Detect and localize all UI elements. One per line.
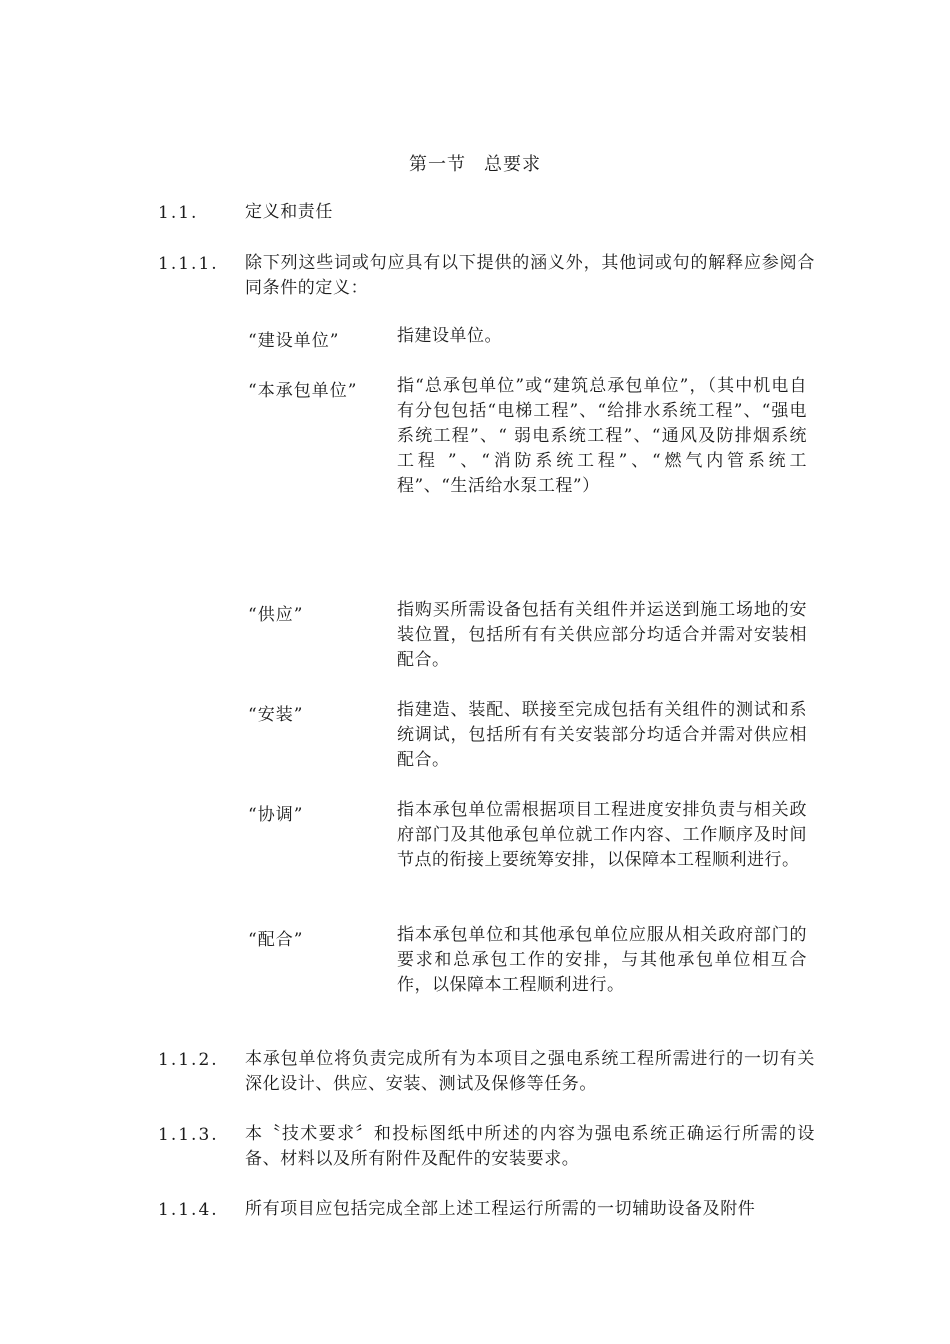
definition-term: “配合” <box>248 930 304 950</box>
clause-number-1-1-2: 1.1.2. <box>158 1050 219 1070</box>
definition-term: “协调” <box>248 805 304 825</box>
clause-text-1-1-2: 本承包单位将负责完成所有为本项目之强电系统工程所需进行的一切有关深化设计、供应、安装、测试及保修等任务。 <box>245 1049 815 1094</box>
definition-text: 指建造、装配、联接至完成包括有关组件的测试和系统调试，包括所有有关安装部分均适合并需对供应相配合。 <box>397 700 807 770</box>
clause-text-1-1-4: 所有项目应包括完成全部上述工程运行所需的一切辅助设备及附件 <box>245 1199 756 1219</box>
clause-text-1-1-1: 除下列这些词或句应具有以下提供的涵义外，其他词或句的解释应参阅合同条件的定义： <box>245 253 815 298</box>
definition-text: 指购买所需设备包括有关组件并运送到施工场地的安装位置，包括所有有关供应部分均适合并需对安装相配合。 <box>397 600 807 670</box>
definition-term: “建设单位” <box>248 331 340 351</box>
clause-text-1-1-3: 本〝技术要求〞和投标图纸中所述的内容为强电系统正确运行所需的设备、材料以及所有附件及配件的安装要求。 <box>245 1124 815 1169</box>
section-title-number: 第一节 <box>409 154 466 175</box>
clause-number-1-1-1: 1.1.1. <box>158 254 219 274</box>
definition-text: 指“总承包单位”或“建筑总承包单位”，（其中机电自有分包包括“电梯工程”、“给排水系统工程”、“强电系统工程”、“ 弱电系统工程”、“通风及防排烟系统工程 ”、“消防系统工程”、“燃气内管系统工程”、“生活给水泵工程”） <box>397 376 807 496</box>
section-title <box>0 150 950 176</box>
definition-term: “本承包单位” <box>248 381 358 401</box>
clause-number-1-1-3: 1.1.3. <box>158 1125 219 1145</box>
section-title-text: 总要求 <box>484 154 541 175</box>
definition-text: 指建设单位。 <box>397 326 502 346</box>
clause-number-1-1: 1.1. <box>158 203 199 223</box>
definition-text: 指本承包单位需根据项目工程进度安排负责与相关政府部门及其他承包单位就工作内容、工作顺序及时间节点的衔接上要统筹安排，以保障本工程顺利进行。 <box>397 800 807 870</box>
clause-heading-1-1: 定义和责任 <box>245 202 333 222</box>
clause-number-1-1-4: 1.1.4. <box>158 1200 219 1220</box>
definition-text: 指本承包单位和其他承包单位应服从相关政府部门的要求和总承包工作的安排，与其他承包单位相互合作，以保障本工程顺利进行。 <box>397 925 807 995</box>
definition-term: “安装” <box>248 705 304 725</box>
definition-term: “供应” <box>248 605 304 625</box>
